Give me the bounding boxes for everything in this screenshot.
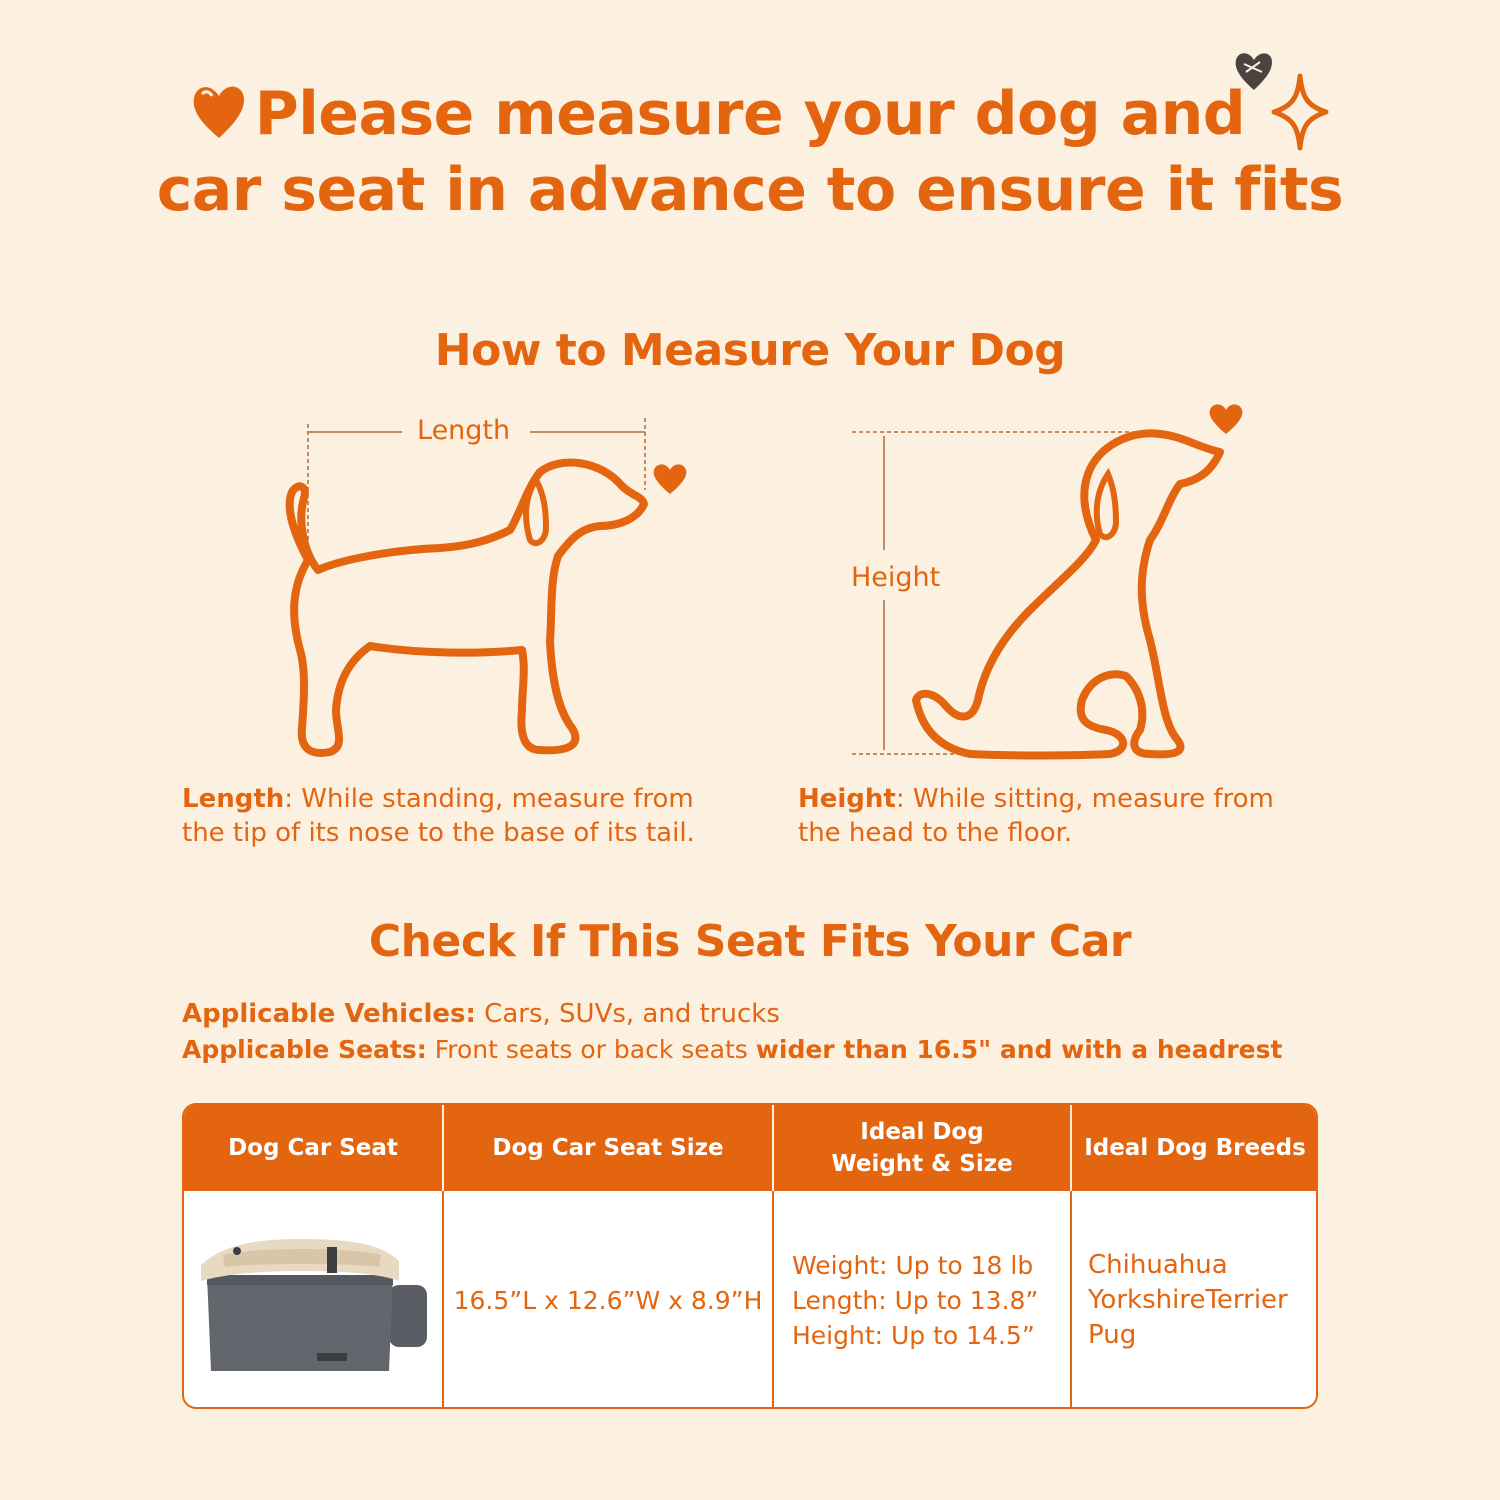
headline-line-2: car seat in advance to ensure it fits xyxy=(156,155,1344,225)
headline-line-1: Please measure your dog and xyxy=(254,79,1246,149)
height-caption xyxy=(798,782,1274,850)
seats-value: Front seats or back seats xyxy=(426,1035,756,1064)
measure-section-title: How to Measure Your Dog xyxy=(434,325,1066,376)
fit-section-title: Check If This Seat Fits Your Car xyxy=(368,916,1132,967)
height-dimension-label: Height xyxy=(851,562,941,593)
headline xyxy=(150,76,1350,228)
length-line: Length: Up to 13.8” xyxy=(792,1285,1039,1315)
length-caption-line-2: the tip of its nose to the base of its tail. xyxy=(182,818,695,848)
seats-label: Applicable Seats: xyxy=(182,1035,427,1064)
vehicles-value: Cars, SUVs, and trucks xyxy=(475,999,780,1029)
header-weight-size-line-2: Weight & Size xyxy=(831,1151,1013,1177)
header-dog-breeds: Ideal Dog Breeds xyxy=(1084,1135,1306,1161)
header-dog-car-seat: Dog Car Seat xyxy=(228,1135,398,1161)
vehicles-label: Applicable Vehicles: xyxy=(182,999,476,1029)
breeds-cell xyxy=(1072,1191,1318,1409)
seat-size-cell: 16.5”L x 12.6”W x 8.9”H xyxy=(453,1285,763,1315)
length-caption-term: Length xyxy=(182,784,285,814)
weight-line: Weight: Up to 18 lb xyxy=(792,1250,1034,1280)
breed-item: Pug xyxy=(1088,1319,1137,1350)
seats-requirement xyxy=(182,1032,1282,1068)
standing-dog-icon xyxy=(240,410,720,770)
breed-item: YorkshireTerrier xyxy=(1088,1284,1288,1315)
fit-table xyxy=(182,1103,1318,1409)
weight-size-cell xyxy=(774,1191,1070,1409)
height-caption-term: Height xyxy=(798,784,896,814)
header-weight-size xyxy=(774,1105,1070,1191)
length-dimension-label: Length xyxy=(417,415,511,446)
length-caption xyxy=(182,782,695,850)
seats-emphasis: wider than 16.5" and with a headrest xyxy=(755,1035,1283,1064)
length-caption-line-1: : While standing, measure from xyxy=(284,784,694,814)
height-caption-line-2: the head to the floor. xyxy=(798,818,1073,848)
height-caption-line-1: : While sitting, measure from xyxy=(895,784,1274,814)
car-seat-product-image xyxy=(193,1225,433,1375)
header-seat-size: Dog Car Seat Size xyxy=(492,1135,724,1161)
vehicles-requirement xyxy=(182,996,780,1032)
breed-item: Chihuahua xyxy=(1088,1249,1228,1280)
height-line: Height: Up to 14.5” xyxy=(792,1320,1035,1350)
header-weight-size-line-1: Ideal Dog xyxy=(860,1119,984,1145)
product-image-cell xyxy=(184,1191,442,1409)
